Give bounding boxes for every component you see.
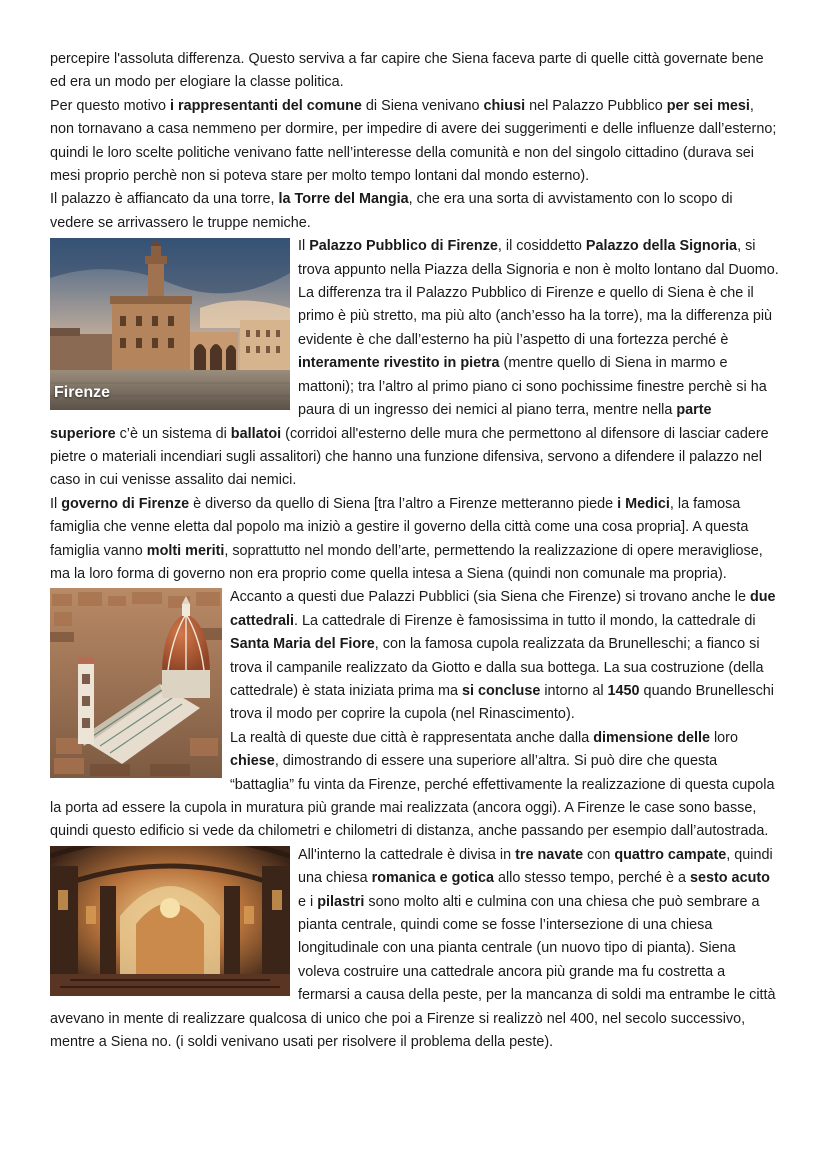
bold-run: 1450	[607, 682, 640, 699]
bold-run: Palazzo Pubblico di Firenze	[309, 238, 498, 255]
text-run: allo stesso tempo, perché è a	[493, 870, 690, 887]
text-run: è diverso da quello di Siena [tra l’altro a Firenze metteranno piede	[189, 495, 618, 512]
palazzo-signoria-image	[50, 238, 290, 410]
text-run: con	[583, 846, 615, 863]
bold-run: chiese	[230, 753, 275, 770]
text-run: , dimostrando di essere una superiore all’altra. Si può dire che questa “battaglia” fu vinta da Firenze, perché effettivamente la realizzazione di questa cupola la porta ad essere la cupola in muratura più grande mai realizzata (ancora oggi). A Firenze le case sono basse, quindi questo edificio si vede da chilometri e chilometri di distanza, anche passando per esempio dall’autostrada.	[50, 753, 775, 840]
bold-run: si concluse	[461, 682, 541, 699]
text-run: , soprattutto nel mondo dell’arte, permettendo la realizzazione di opere meravigliose, ma la loro forma di governo non era proprio come quella intesa a Siena (quindi non comunale ma propria).	[50, 542, 763, 582]
text-run: intorno al	[540, 682, 608, 699]
text-run: sono molto alti e culmina con una chiesa che può sembrare a pianta centrale, quindi come se fosse l’intersezione di una chiesa longitudinale con una pianta centrale (un nuovo tipo di pianta). Siena voleva costruire una cattedrale ancora più grande ma fu costretta a fermarsi a causa della peste, per la mancanza di soldi ma entrambe le città avevano in mente di realizzare qualcosa di unico che poi a Firenze si realizzò nel 400, nel secolo successivo, mentre a Siena no. (i soldi venivano usati per risolvere il problema della peste).	[50, 893, 776, 1051]
text-run: di Siena venivano	[361, 97, 484, 114]
text-run: quando Brunelleschi trova il modo per coprire la cupola (nel Rinascimento).	[230, 682, 774, 723]
bold-run: i Medici	[617, 495, 670, 512]
text-run: percepire l'assoluta differenza. Questo serviva a far capire che Siena faceva parte di quelle città governate bene ed era un modo per elogiare la classe politica.	[50, 51, 764, 91]
text-run: Per questo motivo	[50, 97, 170, 114]
text-run: , non tornavano a casa nemmeno per dormire, per impedire di avere dei suggerimenti e delle influenze dall’esterno; quindi le loro scelte politiche venivano fatte nell’interesse della comunità e non del singolo cittadino (durava sei mesi proprio perchè non si poteva stare per molto tempo lontani dal mondo esterno).	[50, 97, 777, 185]
paragraph-1	[50, 48, 780, 95]
bold-run: pilastri	[317, 893, 365, 910]
text-run: , la famosa famiglia che venne eletta dal popolo ma iniziò a gestire il governo della città come una cosa propria]. A questa famiglia vanno	[50, 495, 749, 559]
bold-run: sesto acuto	[689, 870, 770, 887]
bold-run: molti meriti	[146, 542, 225, 559]
text-run: , quindi una chiesa	[298, 846, 773, 887]
text-run: , il cosiddetto	[497, 238, 586, 255]
text-run: Accanto a questi due Palazzi Pubblici (sia Siena che Firenze) si trovano anche le	[230, 589, 750, 606]
text-run: La realtà di queste due città è rappresentata anche dalla	[230, 729, 594, 746]
text-run: c’è un sistema di	[115, 425, 231, 442]
bold-run: chiusi	[483, 97, 526, 114]
text-run: (mentre quello di Siena in marmo e mattoni); tra l’altro al primo piano ci sono pochissime finestre perchè si ha paura di un ingresso dei nemici al piano terra, mentre nella	[298, 355, 767, 419]
paragraph-5	[50, 493, 780, 587]
paragraph-2	[50, 95, 780, 189]
bold-run: tre navate	[515, 846, 584, 863]
text-run: e i	[298, 893, 318, 910]
bold-run: ballatoi	[230, 425, 282, 442]
text-run: loro	[709, 729, 738, 746]
bold-run: due cattedrali	[230, 589, 776, 629]
text-run: . La cattedrale di Firenze è famosissima in tutto il mondo, la cattedrale di	[294, 612, 756, 629]
bold-run: interamente rivestito in pietra	[298, 355, 500, 372]
bold-run: dimensione delle	[593, 729, 710, 746]
duomo-interior-image	[50, 846, 290, 996]
text-run: nel Palazzo Pubblico	[525, 97, 667, 114]
document-body	[50, 48, 780, 1054]
text-run: Il	[298, 238, 310, 255]
bold-run: la Torre del Mangia	[278, 191, 409, 208]
text-run: Il	[50, 495, 62, 512]
duomo-aerial-image	[50, 588, 222, 778]
image-caption: Firenze	[54, 383, 111, 401]
bold-run: Palazzo della Signoria	[585, 238, 738, 255]
bold-run: per sei mesi	[666, 97, 750, 114]
bold-run: i rappresentanti del comune	[169, 97, 362, 114]
bold-run: parte superiore	[50, 402, 712, 442]
bold-run: governo di Firenze	[61, 495, 190, 512]
bold-run: romanica e gotica	[371, 870, 494, 887]
text-run: , che era una sorta di avvistamento con lo scopo di vedere se arrivassero le truppe nemiche.	[50, 191, 733, 231]
text-run: Il palazzo è affiancato da una torre,	[50, 191, 279, 208]
text-run: , con la famosa cupola realizzata da Brunelleschi; a fianco si trova il campanile realizzato da Giotto e dalla sua bottega. La sua costruzione (della cattedrale) è stata iniziata prima ma	[230, 636, 764, 699]
text-run: All'interno la cattedrale è divisa in	[298, 846, 516, 863]
bold-run: quattro campate	[614, 846, 727, 863]
bold-run: Santa Maria del Fiore	[230, 636, 375, 653]
text-run: (corridoi all'esterno delle mura che permettono al difensore di lasciar cadere pietre o materiali incendiari sugli assalitori) che hanno una funzione difensiva, servono a difendere il palazzo nel caso in cui venisse assalito dai nemici.	[50, 425, 769, 489]
text-run: , si trova appunto nella Piazza della Signoria e non è molto lontano dal Duomo. La differenza tra il Palazzo Pubblico di Firenze e quello di Siena è che il primo è più stretto, ma più alto (anch’esso ha la torre), ma la differenza più evidente è che dall’esterno ha più l’aspetto di una fortezza perché è	[298, 238, 779, 348]
paragraph-3	[50, 188, 780, 235]
